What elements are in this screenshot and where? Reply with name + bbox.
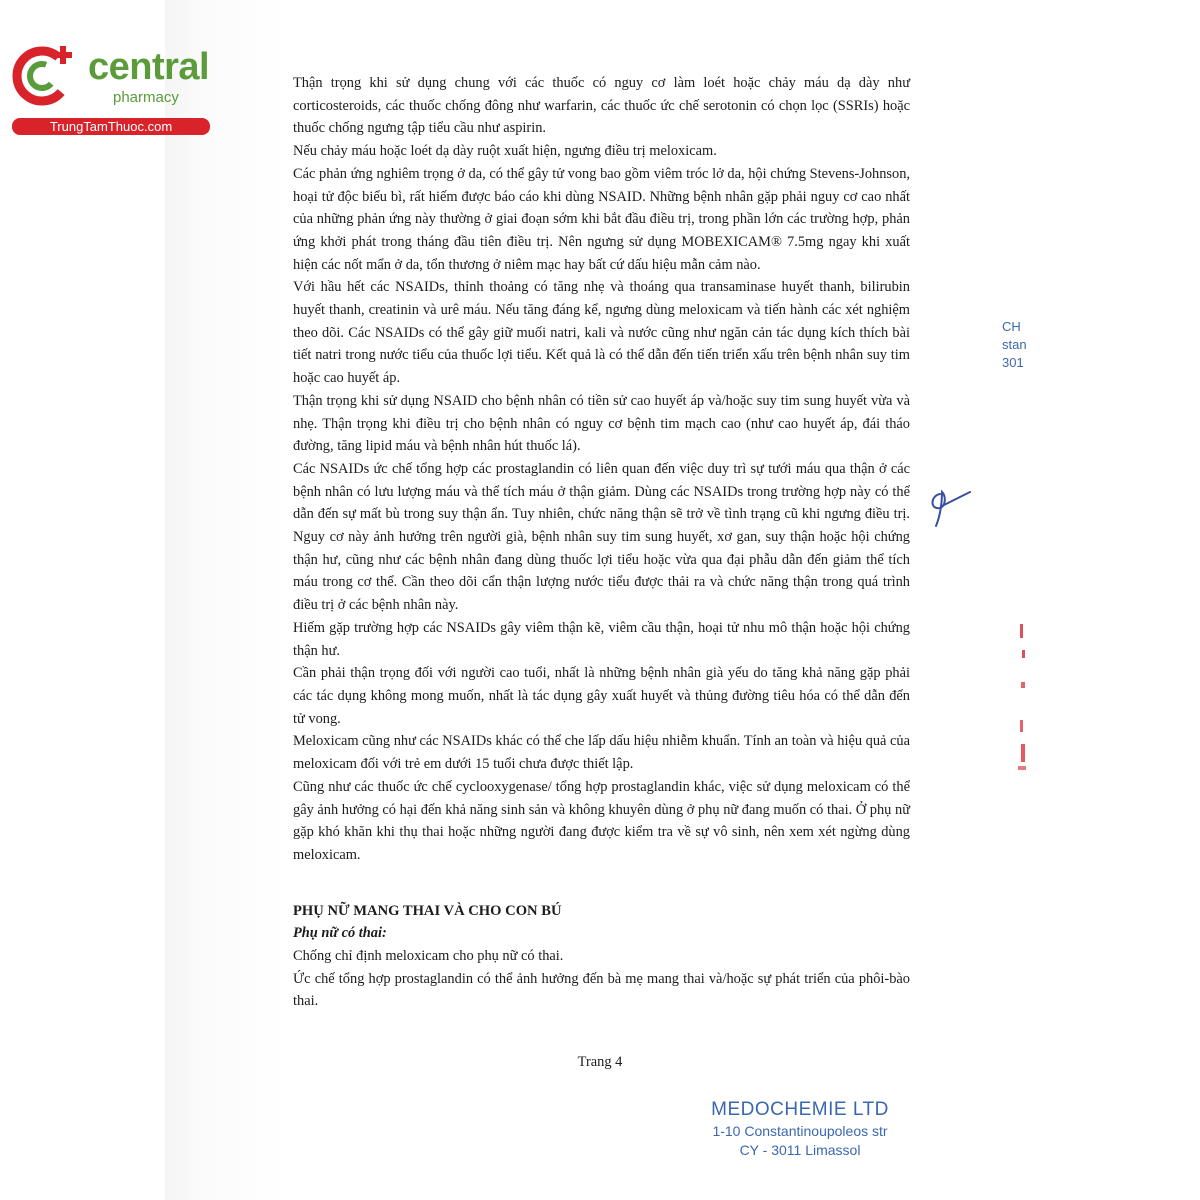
paragraph: Cần phải thận trọng đối với người cao tuổi, nhất là những bệnh nhân già yếu do tăng khả năng gặp phải các tác dụng không mong muốn, nhất là tác dụng gây xuất huyết và thủng đường tiêu hóa có thể dẫn đến tử vong. <box>293 665 910 727</box>
stamp-address: 1-10 Constantinoupoleos str <box>712 1123 888 1139</box>
paragraph: Meloxicam cũng như các NSAIDs khác có thể che lấp dấu hiệu nhiễm khuẩn. Tính an toàn và hiệu quả của meloxicam đối với trẻ em dưới 15 tuổi chưa được thiết lập. <box>293 733 910 773</box>
document-body <box>293 72 910 1013</box>
page-number: Trang 4 <box>577 1054 623 1070</box>
paragraph: Hiếm gặp trường hợp các NSAIDs gây viêm thận kẽ, viêm cầu thận, hoại tử nhu mô thận hoặc hội chứng thận hư. <box>293 619 910 659</box>
edge-stamp-line: 301 <box>1002 355 1024 370</box>
logo-subtitle: pharmacy <box>113 89 179 106</box>
paragraph: Ức chế tổng hợp prostaglandin có thể ảnh hưởng đến bà mẹ mang thai và/hoặc sự phát triển của phôi-bào thai. <box>293 970 910 1010</box>
paragraph: Thận trọng khi sử dụng chung với các thuốc có nguy cơ làm loét hoặc chảy máu dạ dày như corticosteroids, các thuốc chống đông như warfarin, các thuốc ức chế serotonin có chọn lọc (SSRIs) hoặc thuốc chống ngưng tập tiểu cầu như aspirin. <box>293 75 910 137</box>
paragraph: Các phản ứng nghiêm trọng ở da, có thể gây tử vong bao gồm viêm tróc lở da, hội chứng Stevens-Johnson, hoại tử độc biểu bì, rất hiếm được báo cáo khi dùng NSAID. Những bệnh nhân gặp phải nguy cơ cao nhất của những phản ứng này thường ở giai đoạn sớm khi bắt đầu điều trị, trong phần lớn các trường hợp, phản ứng khởi phát trong tháng đầu tiên điều trị. Nên ngưng sử dụng MOBEXICAM® 7.5mg ngay khi xuất hiện các nốt mẩn ở da, tổn thương ở niêm mạc hay bất cứ dấu hiệu mẫn cảm nào. <box>293 165 910 273</box>
paragraph: Chống chỉ định meloxicam cho phụ nữ có thai. <box>293 948 564 965</box>
logo-website[interactable]: TrungTamThuoc.com <box>12 118 210 135</box>
red-stamp-marks <box>1012 620 1034 780</box>
section-subheading: Phụ nữ có thai: <box>293 925 387 942</box>
paragraph: Cũng như các thuốc ức chế cyclooxygenase/ tổng hợp prostaglandin khác, việc sử dụng meloxicam có thể gây ảnh hưởng có hại đến khả năng sinh sản và không khuyên dùng ở phụ nữ đang muốn có thai. Ở phụ nữ gặp khó khăn khi thụ thai hoặc những người đang được kiểm tra về sự vô sinh, nên xem xét ngừng dùng meloxicam. <box>293 778 910 863</box>
paragraph: Với hầu hết các NSAIDs, thỉnh thoảng có tăng nhẹ và thoáng qua transaminase huyết thanh, bilirubin huyết thanh, creatinin và urê máu. Nếu tăng đáng kể, ngưng dùng meloxicam và tiến hành các xét nghiệm theo dõi. Các NSAIDs có thể gây giữ muối natri, kali và nước cũng như ngăn cản tác dụng kích thích bài tiết natri trong nước tiểu của thuốc lợi tiểu. Kết quả là có thể dẫn đến tiến triển xấu trên bệnh nhân suy tim hoặc cao huyết áp. <box>293 279 910 387</box>
paragraph: Thận trọng khi sử dụng NSAID cho bệnh nhân có tiền sử cao huyết áp và/hoặc suy tim sung huyết vừa và nhẹ. Thận trọng khi điều trị cho bệnh nhân có nguy cơ bệnh tim mạch cao (như cao huyết áp, đái tháo đường, tăng lipid máu và bệnh nhân hút thuốc lá). <box>293 392 910 455</box>
edge-stamp-fragment <box>1002 318 1034 382</box>
central-pharmacy-logo[interactable] <box>10 40 215 135</box>
paragraph: Nếu chảy máu hoặc loét dạ dày ruột xuất hiện, ngưng điều trị meloxicam. <box>293 143 717 160</box>
edge-stamp-line: stan <box>1002 337 1027 352</box>
paragraph: Các NSAIDs ức chế tổng hợp các prostaglandin có liên quan đến việc duy trì sự tưới máu qua thận ở các bệnh nhân có lưu lượng máu và thể tích máu ở thận giảm. Dùng các NSAIDs trong trường hợp này có thể dẫn đến sự mất bù trong suy thận ẩn. Tuy nhiên, chức năng thận sẽ trở về tình trạng cũ khi ngưng điều trị. Nguy cơ này ảnh hưởng trên người già, bệnh nhân suy tim sung huyết, xơ gan, suy thận hoặc hội chứng thận hư, cũng như các bệnh nhân đang dùng thuốc lợi tiểu hoặc vừa qua đại phẫu dẫn đến giảm thể tích máu trong cơ thể. Cần theo dõi cẩn thận lượng nước tiểu được thải ra và chức năng thận trong quá trình điều trị ở các bệnh nhân này. <box>293 460 910 614</box>
signature-mark <box>926 480 981 530</box>
edge-stamp-line: CH <box>1002 319 1021 334</box>
company-stamp <box>690 1098 910 1160</box>
logo-brand-name: central <box>88 46 210 88</box>
stamp-company-name: MEDOCHEMIE LTD <box>711 1099 889 1120</box>
pharmacy-logo-icon <box>10 40 82 112</box>
stamp-city: CY - 3011 Limassol <box>739 1142 861 1158</box>
section-heading: PHỤ NỮ MANG THAI VÀ CHO CON BÚ <box>293 902 562 919</box>
